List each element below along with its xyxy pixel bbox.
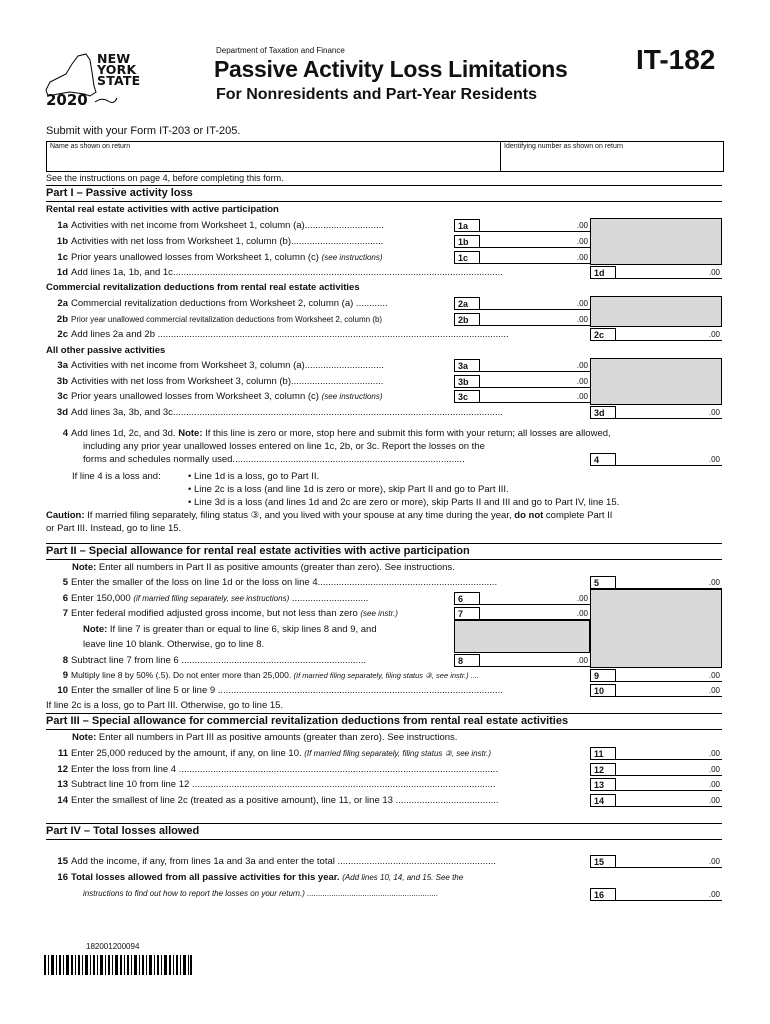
line-6: 6 Enter 150,000 (if married filing separately, see instructions) ............................. [62, 593, 369, 604]
line-13: 13 Subtract line 10 from line 12 ................................................................................................................... [57, 779, 496, 790]
part3-note: Note: Enter all numbers in Part III as positive amounts (greater than zero). See instructions. [72, 732, 458, 743]
line-1c-amount[interactable]: .00 [480, 251, 590, 264]
state-line-york: YORK [97, 62, 137, 77]
line-2b: 2b Prior year unallowed commercial revitalization deductions from Worksheet 2, column (b) [56, 314, 383, 325]
part4-title: Part IV – Total losses allowed [46, 825, 200, 837]
box-1a-label: 1a [454, 219, 480, 232]
line-1b-amount[interactable]: .00 [480, 235, 590, 248]
line-8: 8 Subtract line 7 from line 6 ...................................................................... [62, 655, 367, 666]
line-4-cont2: forms and schedules normally used........................................................................................ [83, 454, 465, 465]
part1-title: Part I – Passive activity loss [46, 187, 193, 199]
box-12-label: 12 [590, 763, 616, 776]
box-16-label: 16 [590, 888, 616, 901]
box-6-label: 6 [454, 592, 480, 605]
section-rental: Rental real estate activities with active participation [46, 204, 279, 215]
box-14-label: 14 [590, 794, 616, 807]
form-subtitle: For Nonresidents and Part-Year Residents [216, 86, 537, 103]
part2-title: Part II – Special allowance for rental real estate activities with active participation [46, 545, 470, 557]
box-2a-label: 2a [454, 297, 480, 310]
box-3a-label: 3a [454, 359, 480, 372]
id-label: Identifying number as shown on return [504, 143, 624, 150]
line-2c-amount[interactable]: .00 [616, 328, 722, 341]
line-10: 10 Enter the smaller of line 5 or line 9 ............................................................................................................ [57, 685, 503, 696]
department-name: Department of Taxation and Finance [216, 46, 345, 55]
box-15-label: 15 [590, 855, 616, 868]
form-title: Passive Activity Loss Limitations [214, 56, 568, 82]
id-number-field[interactable] [504, 143, 623, 150]
shaded-area [590, 589, 722, 668]
line-15-amount[interactable]: .00 [616, 855, 722, 868]
box-1d-label: 1d [590, 266, 616, 279]
box-1b-label: 1b [454, 235, 480, 248]
line-7: 7 Enter federal modified adjusted gross income, but not less than zero (see instr.) [62, 608, 398, 619]
line-9: 9 Multiply line 8 by 50% (.5). Do not enter more than 25,000. (If married filing separately, filing status ③, see instr.) .... [62, 670, 480, 681]
box-5-label: 5 [590, 576, 616, 589]
bullet-1: • Line 1d is a loss, go to Part II. [188, 471, 320, 482]
shaded-area [590, 296, 722, 327]
line-1b: 1b Activities with net loss from Worksheet 1, column (b)................................... [56, 236, 384, 247]
box-13-label: 13 [590, 778, 616, 791]
box-9-label: 9 [590, 669, 616, 682]
box-2b-label: 2b [454, 313, 480, 326]
box-7-label: 7 [454, 607, 480, 620]
bullet-2: • Line 2c is a loss (and line 1d is zero or more), skip Part II and go to Part III. [188, 484, 509, 495]
line-13-amount[interactable]: .00 [616, 778, 722, 791]
line-6-amount[interactable]: .00 [480, 592, 590, 605]
part2-after-note: If line 2c is a loss, go to Part III. Otherwise, go to line 15. [46, 700, 284, 711]
box-4-label: 4 [590, 453, 616, 466]
see-instructions-note: See the instructions on page 4, before completing this form. [46, 173, 284, 183]
line-2b-amount[interactable]: .00 [480, 313, 590, 326]
caution: Caution: If married filing separately, filing status ③, and you lived with your spouse at any time during the year, do not complete Part II [46, 510, 613, 521]
line-10-amount[interactable]: .00 [616, 684, 722, 697]
box-2c-label: 2c [590, 328, 616, 341]
line-3d-amount[interactable]: .00 [616, 406, 722, 419]
line-3a: 3a Activities with net income from Worksheet 3, column (a).............................. [57, 360, 384, 371]
part2-note: Note: Enter all numbers in Part II as positive amounts (greater than zero). See instructions. [72, 562, 455, 573]
line-9-amount[interactable]: .00 [616, 669, 722, 682]
tax-year: 2020 [46, 91, 88, 109]
line-1a-amount[interactable]: .00 [480, 219, 590, 232]
pen-flourish-icon [94, 96, 118, 104]
line-1d: 1d Add lines 1a, 1b, and 1c............................................................................................................................. [56, 267, 503, 278]
line-3d: 3d Add lines 3a, 3b, and 3c............................................................................................................................. [56, 407, 503, 418]
line-3b: 3b Activities with net loss from Worksheet 3, column (b)................................... [56, 376, 384, 387]
box-3d-label: 3d [590, 406, 616, 419]
line-7-note: Note: If line 7 is greater than or equal to line 6, skip lines 8 and 9, and [83, 624, 377, 635]
taxpayer-info-box [46, 141, 724, 172]
line-12-amount[interactable]: .00 [616, 763, 722, 776]
section-other: All other passive activities [46, 345, 166, 356]
line-4: 4 Add lines 1d, 2c, and 3d. Note: If this line is zero or more, stop here and submit this form with your return; all losses are allowed, [62, 428, 611, 439]
box-3c-label: 3c [454, 390, 480, 403]
form-number: IT-182 [636, 44, 716, 75]
line-16: 16 Total losses allowed from all passive activities for this year. (Add lines 10, 14, and 15. See the [57, 872, 464, 883]
shaded-area [454, 620, 590, 653]
line-5-amount[interactable]: .00 [616, 576, 722, 589]
line-1c: 1c Prior years unallowed losses from Worksheet 1, column (c) (see instructions) [57, 252, 383, 263]
caution-cont: or Part III. Instead, go to line 15. [46, 523, 182, 534]
line-2a-amount[interactable]: .00 [480, 297, 590, 310]
line-16-amount[interactable]: .00 [616, 888, 722, 901]
box-11-label: 11 [590, 747, 616, 760]
line-11: 11 Enter 25,000 reduced by the amount, if any, on line 10. (If married filing separately, filing status ③, see instr.) [57, 748, 492, 759]
state-line-new: NEW [97, 51, 131, 66]
line-3a-amount[interactable]: .00 [480, 359, 590, 372]
state-line-state: STATE [97, 73, 141, 88]
line-11-amount[interactable]: .00 [616, 747, 722, 760]
name-field[interactable] [50, 143, 130, 150]
line-4-cont1: including any prior year unallowed losses entered on line 1c, 2b, or 3c. Report the losses on the [83, 441, 485, 452]
section-commercial: Commercial revitalization deductions from rental real estate activities [46, 282, 360, 293]
line-2a: 2a Commercial revitalization deductions from Worksheet 2, column (a) ............ [57, 298, 388, 309]
barcode-number: 182001200094 [86, 942, 140, 951]
line-12: 12 Enter the loss from line 4 ......................................................................................................................... [57, 764, 499, 775]
if-loss-label: If line 4 is a loss and: [72, 471, 161, 482]
box-8-label: 8 [454, 654, 480, 667]
line-14: 14 Enter the smallest of line 2c (treated as a positive amount), line 11, or line 13 ....................................... [57, 795, 499, 806]
line-3c-amount[interactable]: .00 [480, 390, 590, 403]
name-label: Name as shown on return [50, 143, 131, 150]
box-1c-label: 1c [454, 251, 480, 264]
part3-title: Part III – Special allowance for commercial revitalization deductions from rental real estate activities [46, 715, 569, 727]
line-2c: 2c Add lines 2a and 2b ..................................................................................................................................... [57, 329, 509, 340]
box-10-label: 10 [590, 684, 616, 697]
shaded-area [590, 358, 722, 405]
line-7-amount[interactable]: .00 [480, 607, 590, 620]
state-name [97, 53, 140, 86]
line-8-amount[interactable]: .00 [480, 654, 590, 667]
line-5: 5 Enter the smaller of the loss on line 1d or the loss on line 4.................................................................... [62, 577, 498, 588]
shaded-area [590, 218, 722, 265]
line-3c: 3c Prior years unallowed losses from Worksheet 3, column (c) (see instructions) [57, 391, 383, 402]
line-4-amount[interactable]: .00 [616, 453, 722, 466]
line-3b-amount[interactable]: .00 [480, 375, 590, 388]
line-1d-amount[interactable]: .00 [616, 266, 722, 279]
line-16-cont: instructions to find out how to report the losses on your return.) ........................................................... [83, 889, 439, 898]
bullet-3: • Line 3d is a loss (and lines 1d and 2c are zero or more), skip Parts II and III and go to Part IV, line 15. [188, 497, 620, 508]
line-14-amount[interactable]: .00 [616, 794, 722, 807]
submit-instruction: Submit with your Form IT-203 or IT-205. [46, 125, 241, 137]
line-15: 15 Add the income, if any, from lines 1a and 3a and enter the total ............................................................ [57, 856, 496, 867]
barcode-image [44, 955, 192, 975]
line-1a: 1a Activities with net income from Worksheet 1, column (a).............................. [57, 220, 384, 231]
box-3b-label: 3b [454, 375, 480, 388]
line-7-note-cont: leave line 10 blank. Otherwise, go to line 8. [83, 639, 265, 650]
